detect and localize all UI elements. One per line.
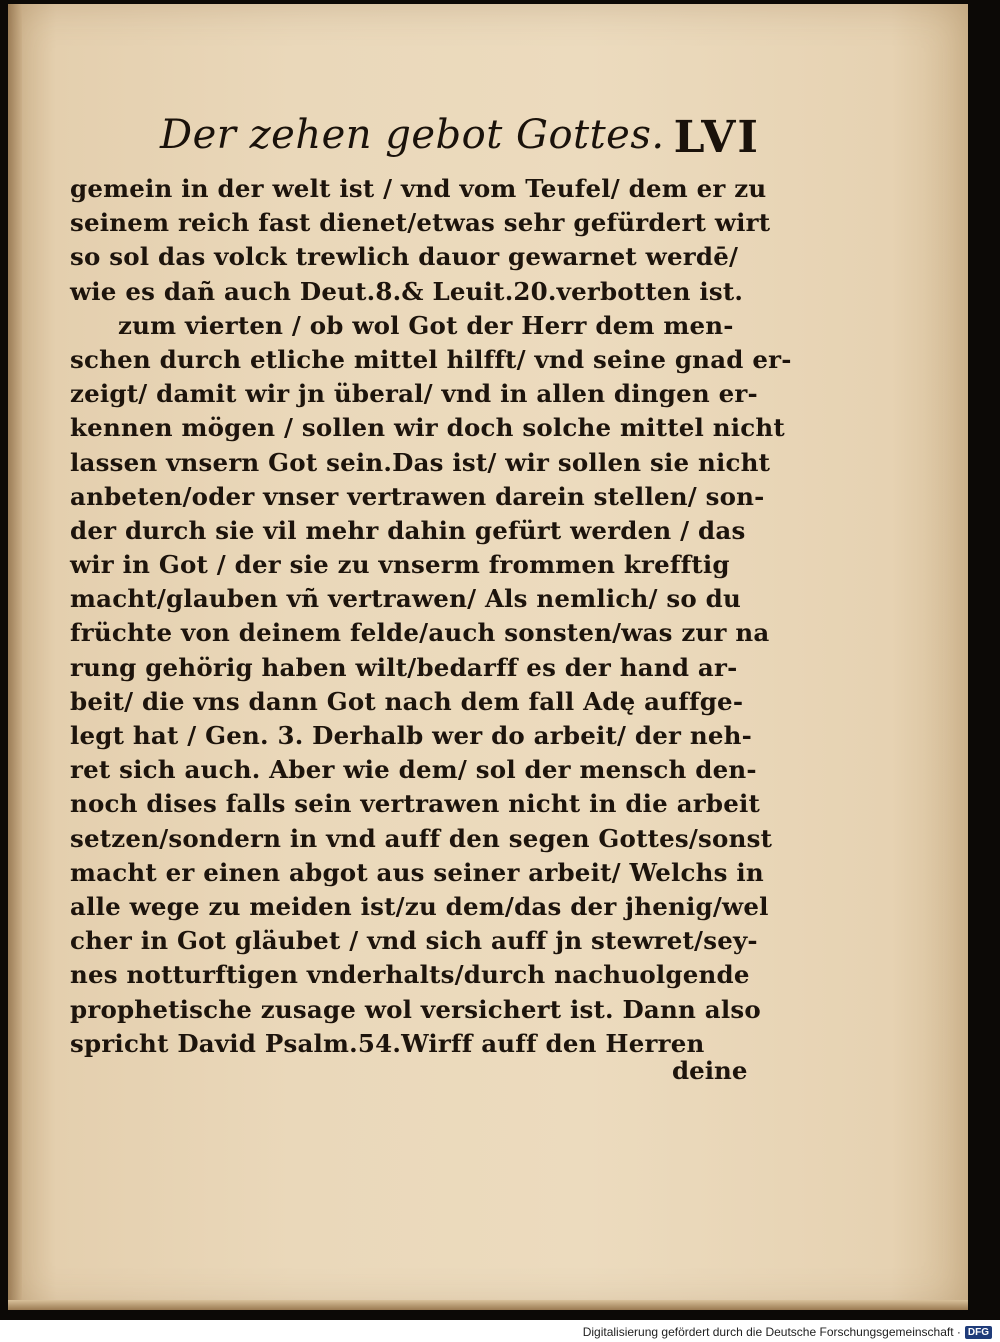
text-line: alle wege zu meiden ist/zu dem/das der jhenig/wel: [70, 891, 769, 921]
folio-number: LVI: [673, 112, 760, 163]
text-line: macht er einen abgot aus seiner arbeit/ Welchs in: [70, 857, 764, 887]
text-line: prophetische zusage wol versichert ist. Dann also: [70, 994, 761, 1024]
text-line: wie es dañ auch Deut.8.& Leuit.20.verbotten ist.: [70, 276, 744, 306]
text-line: anbeten/oder vnser vertrawen darein stellen/ son‐: [70, 481, 765, 511]
credit-text: Digitalisierung gefördert durch die Deutsche Forschungsgemeinschaft ·: [582, 1325, 961, 1339]
text-line: spricht David Psalm.54.Wirff auff den Herren: [70, 1028, 705, 1058]
digitization-credit: [583, 1323, 992, 1341]
running-title: Der zehen gebot Gottes.: [160, 112, 665, 158]
text-line: setzen/sondern in vnd auff den segen Gottes/sonst: [70, 823, 773, 853]
text-line: zeigt/ damit wir jn überal/ vnd in allen dingen er‐: [70, 379, 758, 409]
text-line: zum vierten / ob wol Got der Herr dem men‐: [118, 310, 734, 340]
page-bottom-edge: [8, 1300, 968, 1310]
page-gutter-edge: [8, 4, 22, 1310]
text-line: wir in Got / der sie zu vnserm frommen krefftig: [70, 550, 730, 580]
text-line: nes notturftigen vnderhalts/durch nachuolgende: [70, 960, 750, 990]
text-line: früchte von deinem felde/auch sonsten/was zur na: [70, 618, 770, 648]
dfg-logo-icon: DFG: [965, 1326, 992, 1339]
text-line: der durch sie vil mehr dahin gefürt werden / das: [70, 515, 746, 545]
text-line: rung gehörig haben wilt/bedarff es der hand ar‐: [70, 652, 738, 682]
text-line: noch dises falls sein vertrawen nicht in die arbeit: [70, 789, 761, 819]
running-header: [160, 112, 760, 172]
text-line: beit/ die vns dann Got nach dem fall Adę auffge‐: [70, 686, 744, 716]
text-line: lassen vnsern Got sein.Das ist/ wir sollen sie nicht: [70, 447, 771, 477]
text-line: ret sich auch. Aber wie dem/ sol der mensch den‐: [70, 755, 757, 785]
text-line: legt hat / Gen. 3. Derhalb wer do arbeit/ der neh‐: [70, 721, 753, 750]
text-line: gemein in der welt ist / vnd vom Teufel/ dem er zu: [70, 174, 767, 203]
text-line: schen durch etliche mittel hilfft/ vnd seine gnad er‐: [70, 344, 792, 374]
text-line: seinem reich fast dienet/etwas sehr gefürdert wirt: [70, 208, 771, 238]
text-line: macht/glauben vñ vertrawen/ Als nemlich/ so du: [70, 584, 741, 614]
text-line: so sol das volck trewlich dauor gewarnet werdē/: [70, 242, 739, 272]
text-line: cher in Got gläubet / vnd sich auff jn stewret/sey‐: [70, 926, 758, 956]
text-line: kennen mögen / sollen wir doch solche mittel nicht: [70, 413, 785, 443]
body-text: [70, 172, 792, 1061]
catchword: deine: [672, 1056, 748, 1085]
